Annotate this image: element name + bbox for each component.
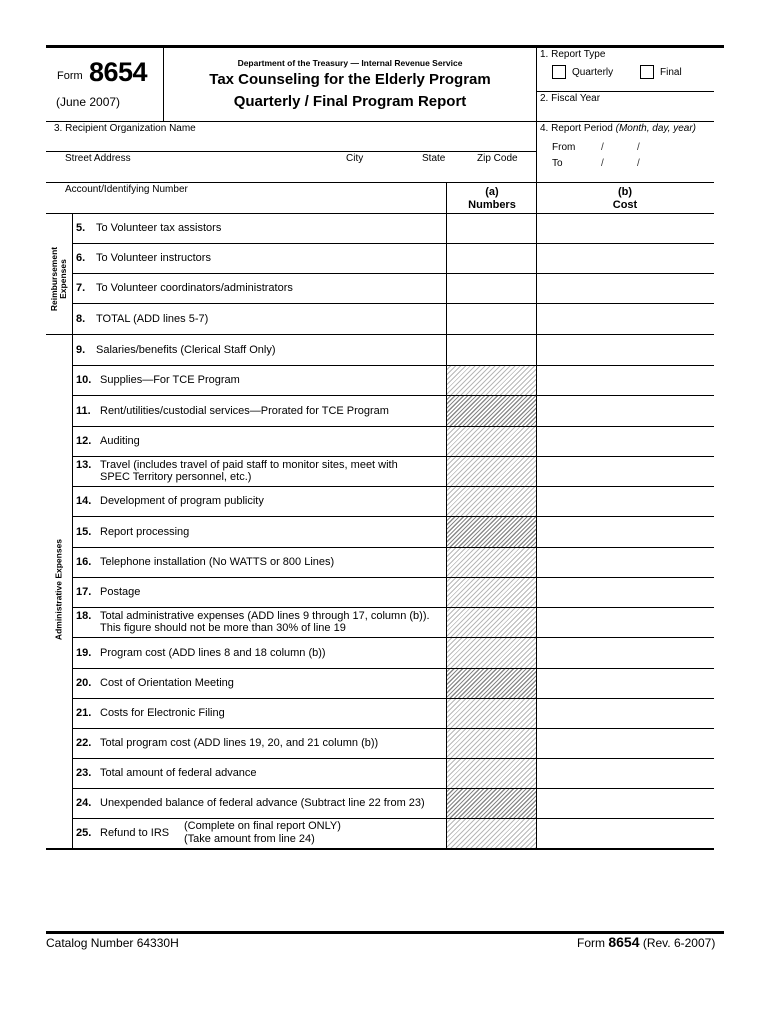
- line-number: 10.: [76, 374, 92, 386]
- line-19-label: [76, 647, 326, 659]
- form-title-line1: Tax Counseling for the Elderly Program: [209, 71, 491, 88]
- account-input[interactable]: [50, 197, 442, 211]
- col-a-title: Numbers: [468, 199, 516, 211]
- cost-input[interactable]: [537, 578, 713, 607]
- line-number: 9.: [76, 344, 86, 356]
- report-period-hint: (Month, day, year): [615, 123, 697, 134]
- line-22-label: [76, 737, 378, 749]
- org-name-input[interactable]: [50, 136, 534, 151]
- numbers-cell-shaded: [447, 789, 536, 818]
- line-text: Auditing: [100, 435, 140, 447]
- cost-input[interactable]: [537, 729, 713, 758]
- cost-input[interactable]: [537, 304, 713, 334]
- city-label: City: [346, 153, 364, 164]
- line-text: To Volunteer coordinators/administrators: [96, 282, 293, 294]
- numbers-cell-shaded: [447, 699, 536, 728]
- line-number: 20.: [76, 677, 92, 689]
- numbers-cell-shaded: [447, 366, 536, 395]
- line-number: 19.: [76, 647, 92, 659]
- form-number: 8654: [89, 57, 148, 87]
- table-bottom-rule: [46, 848, 714, 850]
- cost-input[interactable]: [537, 487, 713, 516]
- agency-line: Department of the Treasury — Internal Revenue Service: [237, 58, 463, 68]
- cost-input[interactable]: [537, 517, 713, 547]
- numbers-cell-shaded: [447, 578, 536, 607]
- cost-input[interactable]: [537, 335, 713, 365]
- cost-input[interactable]: [537, 669, 713, 698]
- cost-input[interactable]: [537, 789, 713, 818]
- top-rule: [46, 45, 724, 48]
- line-8-label: [76, 313, 208, 325]
- line-text-continued: This figure should not be more than 30% of line 19: [100, 622, 346, 634]
- numbers-cell-shaded: [447, 759, 536, 788]
- label-left-border: [72, 213, 73, 849]
- line-number: 24.: [76, 797, 92, 809]
- line-16-label: [76, 556, 334, 568]
- recipient-divider: [536, 121, 537, 183]
- line-text: Program cost (ADD lines 8 and 18 column (b)): [100, 647, 326, 659]
- line-text: Total program cost (ADD lines 19, 20, and 21 column (b)): [100, 737, 379, 749]
- line-number: 5.: [76, 222, 86, 234]
- report-type-label: 1. Report Type: [540, 49, 606, 60]
- line-25-note-source: (Take amount from line 24): [184, 833, 315, 845]
- cost-input[interactable]: [537, 214, 713, 243]
- col-a-letter: (a): [485, 186, 499, 198]
- line-text: TOTAL (ADD lines 5-7): [96, 313, 209, 325]
- from-label: From: [552, 142, 576, 153]
- header-bottom-rule: [46, 121, 714, 122]
- line-7-label: [76, 282, 293, 294]
- report-period-text: 4. Report Period: [540, 123, 613, 134]
- line-text: Postage: [100, 586, 141, 598]
- line-6-label: [76, 252, 211, 264]
- quarterly-label: Quarterly: [572, 67, 614, 78]
- line-13-label: [76, 459, 398, 483]
- reimbursement-section-label: [50, 239, 68, 319]
- line-number: 17.: [76, 586, 92, 598]
- numbers-cell-shaded: [447, 548, 536, 577]
- line-text: Total amount of federal advance: [100, 767, 257, 779]
- line-number: 12.: [76, 435, 92, 447]
- street-input[interactable]: [50, 166, 534, 181]
- to-sep-2: /: [637, 158, 640, 169]
- fiscal-year-rule: [536, 91, 714, 92]
- numbers-input[interactable]: [447, 214, 536, 243]
- line-23-label: [76, 767, 257, 779]
- line-text: Refund to IRS: [100, 827, 170, 839]
- line-number: 18.: [76, 610, 92, 622]
- from-date-input[interactable]: [580, 140, 660, 154]
- line-text: Development of program publicity: [100, 495, 264, 507]
- report-period-label: [540, 123, 696, 135]
- footer-form-label: Form: [577, 936, 605, 950]
- catalog-number: Catalog Number 64330H: [46, 936, 179, 950]
- numbers-input[interactable]: [447, 304, 536, 334]
- to-sep-1: /: [601, 158, 604, 169]
- line-17-label: [76, 586, 140, 598]
- cost-input[interactable]: [537, 457, 713, 486]
- fiscal-year-label: 2. Fiscal Year: [540, 93, 601, 104]
- numbers-input[interactable]: [447, 244, 536, 273]
- cost-input[interactable]: [537, 427, 713, 456]
- numbers-cell-shaded: [447, 638, 536, 668]
- line-text: Total administrative expenses (ADD lines 9 through 17, column (b)).: [100, 610, 430, 622]
- fiscal-year-input[interactable]: [537, 105, 713, 121]
- account-label: Account/Identifying Number: [65, 184, 188, 195]
- cost-input[interactable]: [537, 638, 713, 668]
- line-12-label: [76, 435, 140, 447]
- quarterly-checkbox[interactable]: [552, 65, 566, 79]
- from-sep-2: /: [637, 142, 640, 153]
- numbers-cell-shaded: [447, 396, 536, 426]
- numbers-input[interactable]: [447, 335, 536, 365]
- line-number: 25.: [76, 827, 92, 839]
- line-text-continued: SPEC Territory personnel, etc.): [100, 471, 252, 483]
- street-rule: [46, 151, 536, 152]
- line-text: Supplies—For TCE Program: [100, 374, 240, 386]
- line-text: Report processing: [100, 526, 190, 538]
- footer-form-ref: [577, 935, 715, 951]
- line-21-label: [76, 707, 225, 719]
- line-10-label: [76, 374, 240, 386]
- footer-form-number: 8654: [608, 934, 640, 950]
- cost-input[interactable]: [537, 699, 713, 728]
- form-title-line2: Quarterly / Final Program Report: [233, 93, 467, 110]
- line-number: 6.: [76, 252, 86, 264]
- numbers-cell-shaded: [447, 457, 536, 486]
- cost-input[interactable]: [537, 608, 713, 637]
- line-number: 23.: [76, 767, 92, 779]
- org-name-label: 3. Recipient Organization Name: [54, 123, 196, 134]
- cost-input[interactable]: [537, 759, 713, 788]
- col-b-letter: (b): [617, 186, 633, 198]
- administrative-section-label: [55, 530, 64, 650]
- line-text: Rent/utilities/custodial services—Prorated for TCE Program: [100, 405, 389, 417]
- numbers-cell-shaded: [447, 608, 536, 637]
- line-20-label: [76, 677, 234, 689]
- line-25-note-final: (Complete on final report ONLY): [184, 820, 341, 832]
- numbers-input[interactable]: [447, 274, 536, 303]
- line-text: To Volunteer tax assistors: [96, 222, 222, 234]
- line-text: Costs for Electronic Filing: [100, 707, 225, 719]
- numbers-cell-shaded: [447, 669, 536, 698]
- line-text: Travel (includes travel of paid staff to monitor sites, meet with: [100, 459, 398, 471]
- from-sep-1: /: [601, 142, 604, 153]
- numbers-cell-shaded: [447, 819, 536, 848]
- zip-label: Zip Code: [477, 153, 518, 164]
- reimbursement-section-text: Reimbursement Expenses: [49, 246, 68, 312]
- to-label: To: [552, 158, 563, 169]
- footer-revision: (Rev. 6-2007): [642, 936, 716, 950]
- line-number: 7.: [76, 282, 86, 294]
- street-label: Street Address: [65, 153, 131, 164]
- form-label: Form: [57, 70, 83, 82]
- line-text: To Volunteer instructors: [96, 252, 211, 264]
- line-18-label: [76, 610, 430, 634]
- line-text: Cost of Orientation Meeting: [100, 677, 234, 689]
- line-text: Salaries/benefits (Clerical Staff Only): [96, 344, 276, 356]
- line-5-label: [76, 222, 221, 234]
- line-number: 22.: [76, 737, 92, 749]
- numbers-cell-shaded: [447, 427, 536, 456]
- state-label: State: [422, 153, 446, 164]
- line-number: 8.: [76, 313, 86, 325]
- line-text: Unexpended balance of federal advance (Subtract line 22 from 23): [100, 797, 425, 809]
- account-rule: [46, 182, 714, 183]
- numbers-cell-shaded: [447, 517, 536, 547]
- administrative-section-text: Administrative Expenses: [53, 538, 64, 641]
- line-number: 13.: [76, 459, 92, 471]
- line-number: 21.: [76, 707, 92, 719]
- line-24-label: [76, 797, 425, 809]
- line-number: 16.: [76, 556, 92, 568]
- cost-input[interactable]: [537, 274, 713, 303]
- cost-input[interactable]: [537, 819, 713, 848]
- line-number: 11.: [76, 405, 91, 417]
- cost-input[interactable]: [537, 396, 713, 426]
- to-date-input[interactable]: [580, 156, 660, 170]
- cost-input[interactable]: [537, 244, 713, 273]
- line-number: 15.: [76, 526, 92, 538]
- final-checkbox[interactable]: [640, 65, 654, 79]
- line-11-label: [76, 405, 389, 417]
- line-number: 14.: [76, 495, 92, 507]
- numbers-cell-shaded: [447, 487, 536, 516]
- cost-input[interactable]: [537, 366, 713, 395]
- line-9-label: [76, 344, 276, 356]
- col-b-title: Cost: [612, 199, 638, 211]
- form-date: (June 2007): [56, 95, 121, 109]
- numbers-cell-shaded: [447, 729, 536, 758]
- line-25-label: [76, 827, 169, 839]
- cost-input[interactable]: [537, 548, 713, 577]
- final-label: Final: [660, 67, 682, 78]
- line-14-label: [76, 495, 264, 507]
- line-text: Telephone installation (No WATTS or 800 Lines): [100, 556, 335, 568]
- line-15-label: [76, 526, 189, 538]
